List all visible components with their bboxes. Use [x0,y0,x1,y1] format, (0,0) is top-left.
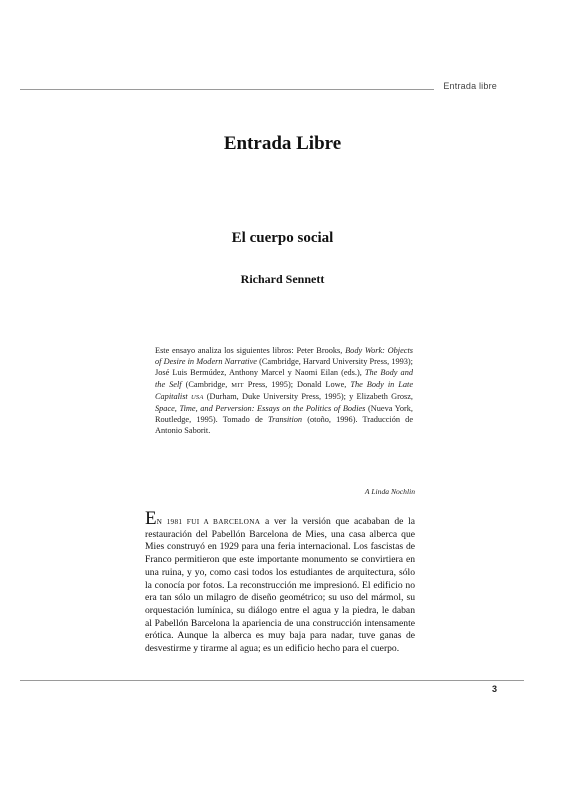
book-title: The Body in Late Capitalist USA [155,379,414,401]
page-number: 3 [492,684,498,694]
article-title: El cuerpo social [231,230,334,246]
book-title: Space, Time, and Perversion: Essays on the Politics of Bodies [155,404,366,414]
header-rule [20,89,434,90]
opening-smallcaps: N 1981 FUI A BARCELONA [156,517,261,526]
journal-title: Entrada Libre [223,133,342,154]
body-paragraph: EN 1981 FUI A BARCELONA a ver la versión que acababan de la restauración del Pabellón Barcelona de Mies, una casa alberca que Mies construyó en 1929 para una feria internacional. Los fascistas de Franco permitieron que este importante monumento se convirtiera en una ruina, y yo, como casi todos los estudiantes de arquitectura, sólo la conocía por fotos. La reconstrucción me impresionó. El edificio no era tan sólo un milagro de diseño geométrico; su uso del mármol, su orquestación lumínica, su diálogo entre el agua y la piedra, le daban al Pabellón Barcelona la apariencia de una construcción intensamente erótica. Aunque la alberca es muy baja para nadar, tuve ganas de desvestirme y tirarme al agua; es un edificio hecho para el cuerpo. [145,508,416,655]
drop-cap: E [145,508,157,529]
book-title: The Body and the Self [155,368,413,389]
book-title: Body Work: Objects of Desire in Modern Narrative [155,346,414,367]
abstract-note: Este ensayo analiza los siguientes libros: Peter Brooks, Body Work: Objects of Desire in Modern Narrative (Cambridge, Harvard University Press, 1993); José Luis Bermúdez, Anthony Marcel y Naomi Eilan (eds.), The Body and the Self (Cambridge, MIT Press, 1995); Donald Lowe, The Body in Late Capitalist USA (Durham, Duke University Press, 1995); y Elizabeth Grosz, Space, Time, and Perversion: Essays on the Politics of Bodies (Nueva York, Routledge, 1995). Tomado de Transition (otoño, 1996). Traducción de Antonio Saborit. [155,346,414,436]
author-name: Richard Sennett [240,272,325,286]
journal-reference: Transition [267,415,303,425]
running-header: Entrada libre [443,81,497,91]
footer-rule [20,680,524,681]
dedication: A Linda Nochlin [364,487,415,496]
